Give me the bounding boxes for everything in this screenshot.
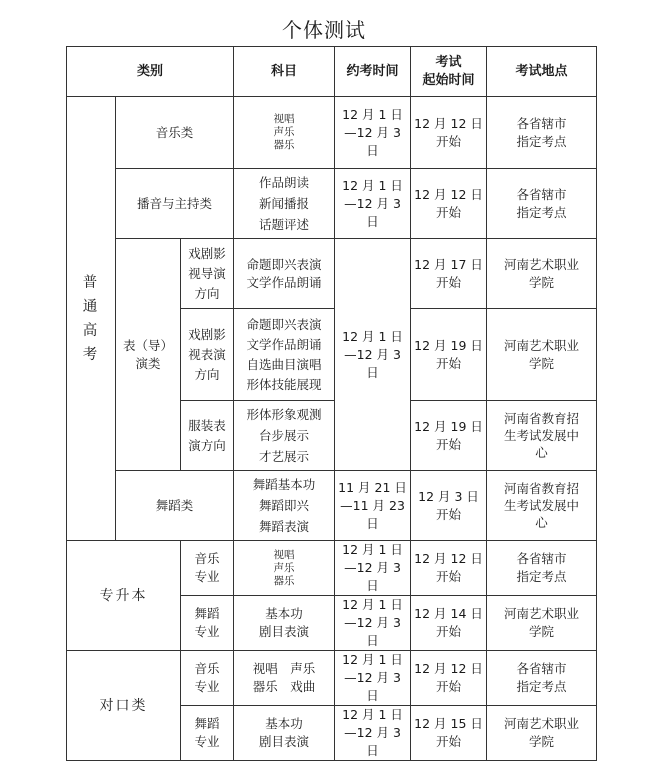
header-appointment: 约考时间 — [335, 47, 411, 97]
table-row — [67, 651, 597, 706]
subject-dk-dance: 基本功 剧目表演 — [234, 706, 335, 761]
header-category: 类别 — [67, 47, 234, 97]
subject-music: 视唱 声乐 器乐 — [234, 97, 335, 169]
category-drama: 表（导） 演类 — [116, 239, 181, 471]
group-putong: 普 通 高 考 — [67, 97, 116, 541]
subject-acting: 命题即兴表演 文学作品朗诵 自选曲目演唱 形体技能展现 — [234, 309, 335, 401]
start-music: 12 月 12 日 开始 — [411, 97, 487, 169]
start-dk-dance: 12 月 15 日 开始 — [411, 706, 487, 761]
location-dk-dance: 河南艺术职业 学院 — [487, 706, 597, 761]
direction-directing: 戏剧影 视导演 方向 — [181, 239, 234, 309]
header-subject: 科目 — [234, 47, 335, 97]
major-dk-dance: 舞蹈 专业 — [181, 706, 234, 761]
header-start: 考试 起始时间 — [411, 47, 487, 97]
category-dance: 舞蹈类 — [116, 471, 234, 541]
location-music: 各省辖市 指定考点 — [487, 97, 597, 169]
subject-directing: 命题即兴表演 文学作品朗诵 — [234, 239, 335, 309]
group-zhuanshengben: 专升本 — [67, 541, 181, 651]
start-zsb-dance: 12 月 14 日 开始 — [411, 596, 487, 651]
table-row — [67, 239, 597, 309]
subject-dance: 舞蹈基本功 舞蹈即兴 舞蹈表演 — [234, 471, 335, 541]
subject-zsb-music: 视唱 声乐 器乐 — [234, 541, 335, 596]
subject-zsb-dance: 基本功 剧目表演 — [234, 596, 335, 651]
page-title: 个体测试 — [282, 18, 366, 42]
start-dance: 12 月 3 日 开始 — [411, 471, 487, 541]
start-dk-music: 12 月 12 日 开始 — [411, 651, 487, 706]
location-zsb-music: 各省辖市 指定考点 — [487, 541, 597, 596]
table-row — [67, 97, 597, 169]
start-zsb-music: 12 月 12 日 开始 — [411, 541, 487, 596]
appointment-drama: 12 月 1 日 —12 月 3 日 — [335, 239, 411, 471]
table-row — [67, 169, 597, 239]
start-acting: 12 月 19 日 开始 — [411, 309, 487, 401]
appointment-dk-dance: 12 月 1 日 —12 月 3 日 — [335, 706, 411, 761]
start-directing: 12 月 17 日 开始 — [411, 239, 487, 309]
start-broadcast: 12 月 12 日 开始 — [411, 169, 487, 239]
location-acting: 河南艺术职业 学院 — [487, 309, 597, 401]
location-directing: 河南艺术职业 学院 — [487, 239, 597, 309]
direction-costume: 服装表 演方向 — [181, 401, 234, 471]
location-broadcast: 各省辖市 指定考点 — [487, 169, 597, 239]
appointment-zsb-dance: 12 月 1 日 —12 月 3 日 — [335, 596, 411, 651]
appointment-zsb-music: 12 月 1 日 —12 月 3 日 — [335, 541, 411, 596]
subject-dk-music: 视唱 声乐 器乐 戏曲 — [234, 651, 335, 706]
appointment-dk-music: 12 月 1 日 —12 月 3 日 — [335, 651, 411, 706]
location-dk-music: 各省辖市 指定考点 — [487, 651, 597, 706]
appointment-music: 12 月 1 日 —12 月 3 日 — [335, 97, 411, 169]
category-broadcast: 播音与主持类 — [116, 169, 234, 239]
direction-acting: 戏剧影 视表演 方向 — [181, 309, 234, 401]
group-duikou: 对口类 — [67, 651, 181, 761]
subject-costume: 形体形象观测 台步展示 才艺展示 — [234, 401, 335, 471]
header-row — [67, 47, 597, 97]
major-zsb-dance: 舞蹈 专业 — [181, 596, 234, 651]
location-dance: 河南省教育招 生考试发展中 心 — [487, 471, 597, 541]
exam-schedule-table — [66, 46, 597, 761]
location-costume: 河南省教育招 生考试发展中 心 — [487, 401, 597, 471]
subject-broadcast: 作品朗读 新闻播报 话题评述 — [234, 169, 335, 239]
table-row — [67, 541, 597, 596]
header-location: 考试地点 — [487, 47, 597, 97]
category-music: 音乐类 — [116, 97, 234, 169]
major-dk-music: 音乐 专业 — [181, 651, 234, 706]
appointment-broadcast: 12 月 1 日 —12 月 3 日 — [335, 169, 411, 239]
table-row — [67, 471, 597, 541]
start-costume: 12 月 19 日 开始 — [411, 401, 487, 471]
location-zsb-dance: 河南艺术职业 学院 — [487, 596, 597, 651]
major-zsb-music: 音乐 专业 — [181, 541, 234, 596]
appointment-dance: 11 月 21 日 —11 月 23 日 — [335, 471, 411, 541]
